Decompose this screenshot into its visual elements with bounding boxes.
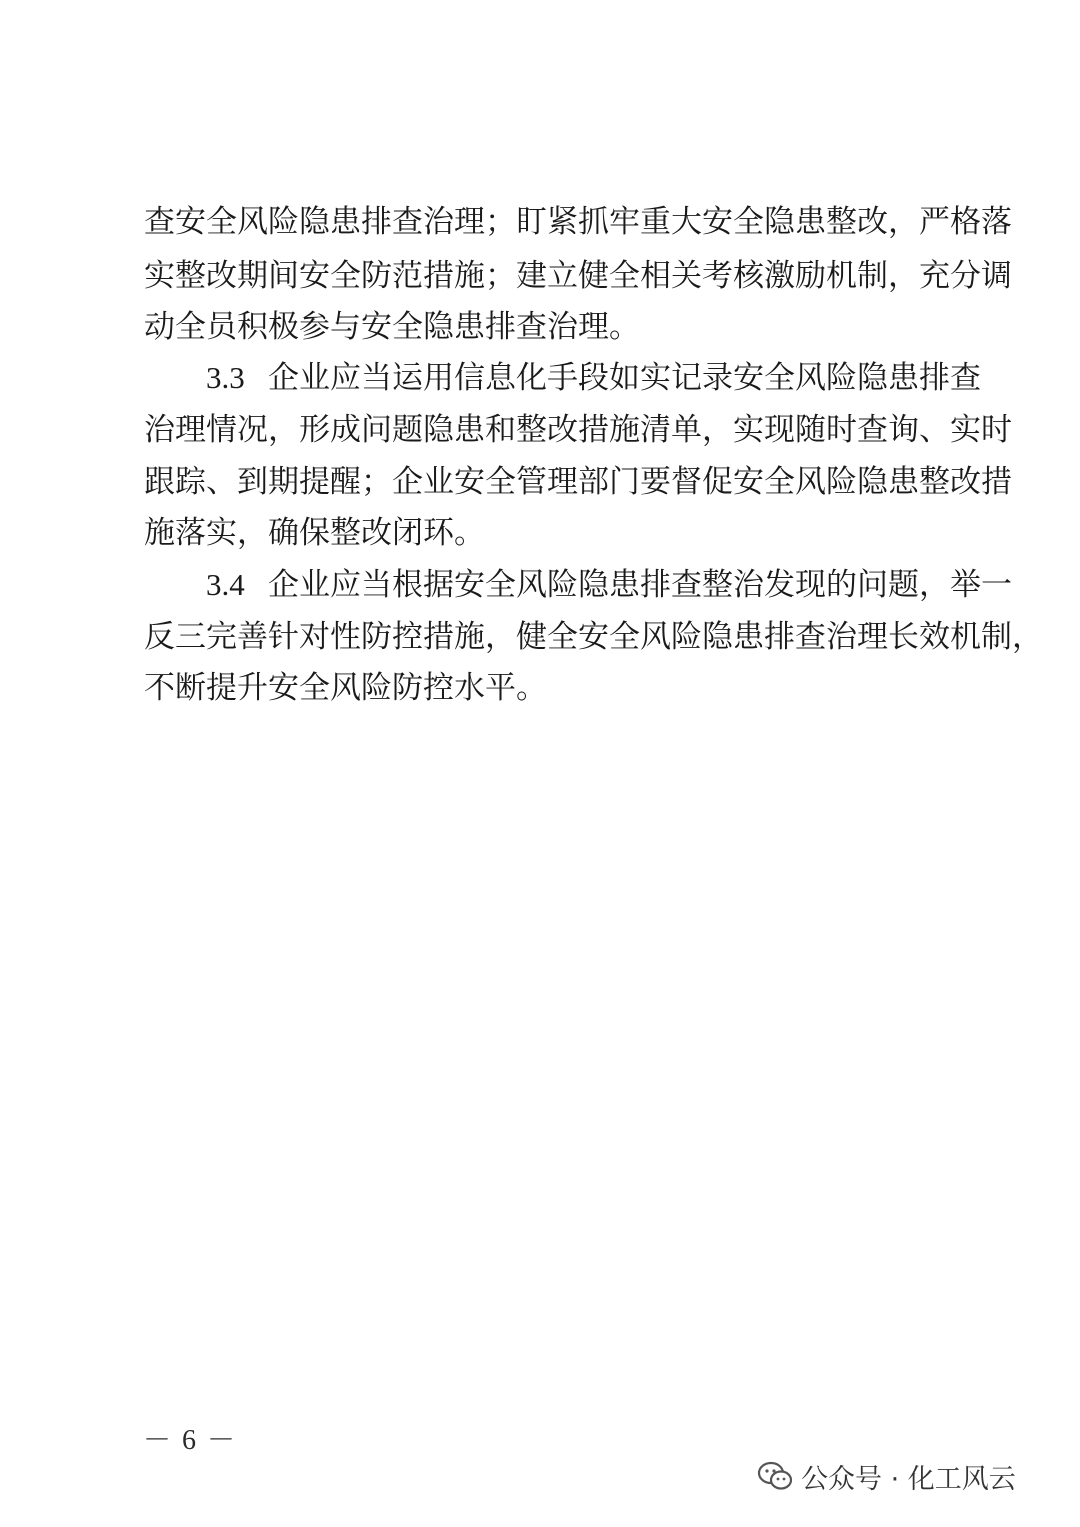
wechat-icon [757, 1461, 793, 1491]
watermark [757, 1452, 1016, 1500]
section-number: 3.4 [206, 567, 245, 602]
text-line: 查安全风险隐患排查治理；盯紧抓牢重大安全隐患整改，严格落 [144, 204, 1012, 240]
text-line: 施落实，确保整改闭环。 [144, 515, 485, 551]
section-3-3-first-line [0, 348, 1080, 408]
text-line: 治理情况，形成问题隐患和整改措施清单，实现随时查询、实时 [144, 412, 1012, 448]
paragraph-line [0, 658, 1080, 718]
text-line: 反三完善针对性防控措施，健全安全风险隐患排查治理长效机制， [144, 619, 1043, 655]
page-number: － 6 － [143, 1425, 238, 1456]
text-line: 动全员积极参与安全隐患排查治理。 [144, 309, 640, 345]
text-line: 企业应当运用信息化手段如实记录安全风险隐患排查 [268, 360, 981, 396]
text-line: 实整改期间安全防范措施；建立健全相关考核激励机制，充分调 [144, 258, 1012, 294]
section-3-4-first-line [0, 555, 1080, 615]
text-line: 不断提升安全风险防控水平。 [144, 670, 547, 706]
paragraph-line [0, 192, 1080, 252]
text-line: 跟踪、到期提醒；企业安全管理部门要督促安全风险隐患整改措 [144, 464, 1012, 500]
paragraph-line [0, 503, 1080, 563]
text-line: 企业应当根据安全风险隐患排查整治发现的问题，举一 [268, 567, 1012, 603]
section-number: 3.3 [206, 360, 245, 395]
watermark-text: 公众号 · 化工风云 [801, 1463, 1016, 1495]
paragraph-line [0, 400, 1080, 460]
